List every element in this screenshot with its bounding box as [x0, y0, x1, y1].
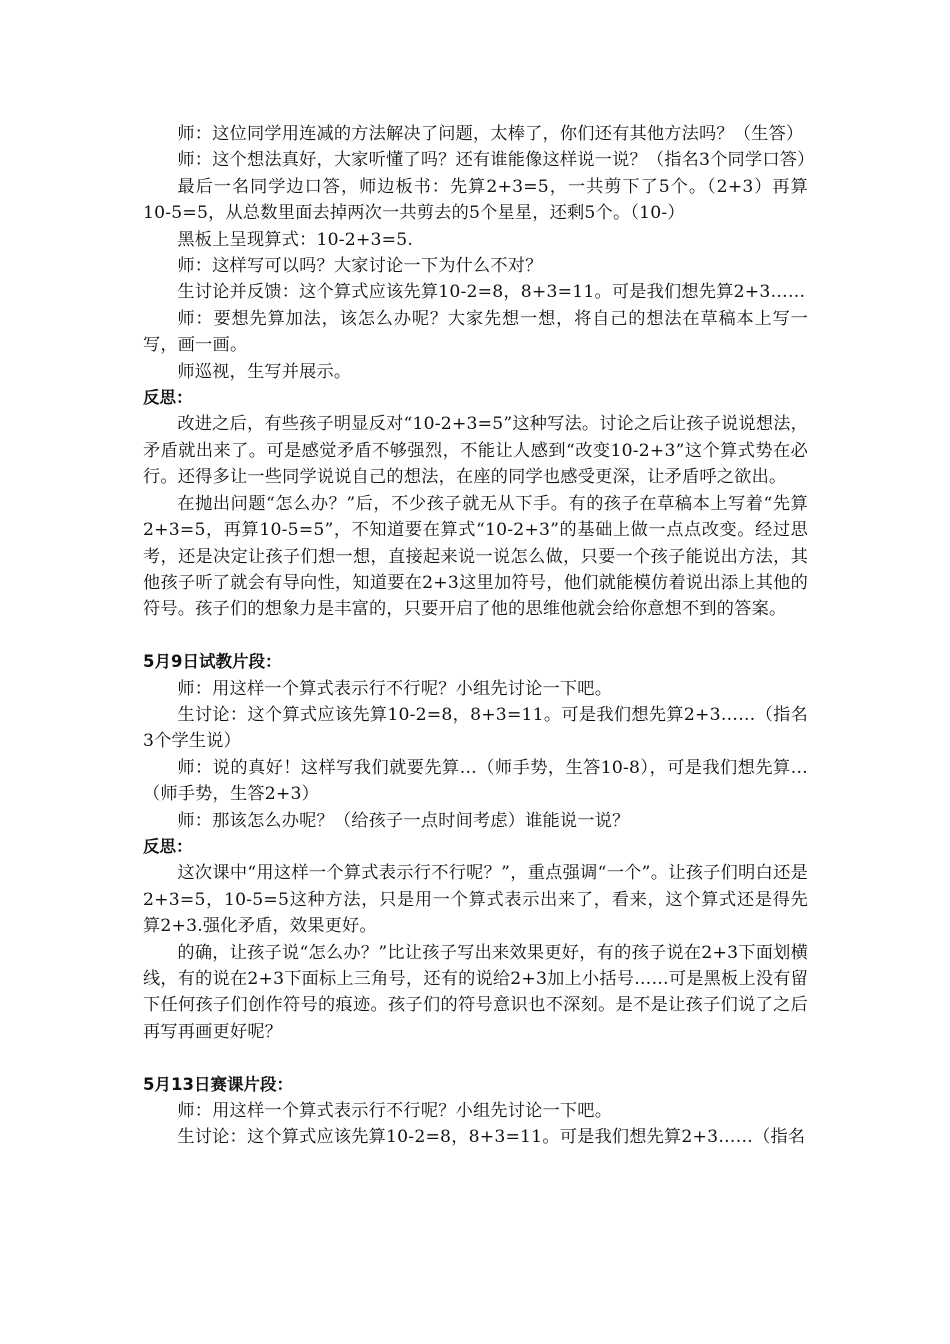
paragraph: 师：要想先算加法，该怎么办呢？大家先想一想，将自己的想法在草稿本上写一写，画一画。: [143, 308, 808, 356]
paragraph: 师：说的真好！这样写我们就要先算…（师手势，生答10-8），可是我们想先算…（师手势，生答2+3）: [143, 757, 808, 805]
section-heading: 5月13日赛课片段：: [143, 1074, 293, 1094]
spacer: [143, 623, 808, 649]
paragraph: 生讨论：这个算式应该先算10-2=8，8+3=11。可是我们想先算2+3……（指名: [177, 1127, 806, 1148]
section-heading: 5月9日试教片段：: [143, 652, 282, 672]
paragraph: 黑板上呈现算式：10-2+3=5.: [177, 229, 414, 250]
paragraph: 师：那该怎么办呢？（给孩子一点时间考虑）谁能说一说？: [177, 810, 630, 831]
paragraph: 生讨论：这个算式应该先算10-2=8，8+3=11。可是我们想先算2+3……（指名3个学生说）: [143, 704, 808, 752]
paragraph: 生讨论并反馈：这个算式应该先算10-2=8，8+3=11。可是我们想先算2+3……: [177, 282, 806, 303]
reflection-paragraph: 改进之后，有些孩子明显反对“10-2+3=5”这种写法。讨论之后让孩子说说想法，矛盾就出来了。可是感觉矛盾不够强烈，不能让人感到“改变10-2+3”这个算式势在必行。还得多让一些同学说说自己的想法，在座的同学也感受更深，让矛盾呼之欲出。: [143, 414, 808, 488]
reflection-heading: 反思：: [143, 388, 193, 408]
paragraph: 师：这个想法真好，大家听懂了吗？还有谁能像这样说一说？（指名3个同学口答）: [177, 150, 815, 171]
spacer: [143, 1045, 808, 1071]
reflection-paragraph: 在抛出问题“怎么办？”后，不少孩子就无从下手。有的孩子在草稿本上写着“先算2+3=5，再算10-5=5”，不知道要在算式“10-2+3”的基础上做一点点改变。经过思考，还是决定让孩子们想一想，直接起来说一说怎么做，只要一个孩子能说出方法，其他孩子听了就会有导向性，知道要在2+3这里加符号，他们就能模仿着说出添上其他的符号。孩子们的想象力是丰富的，只要开启了他的思维他就会给你意想不到的答案。: [143, 493, 808, 620]
paragraph: 师：这位同学用连减的方法解决了问题，太棒了，你们还有其他方法吗？（生答）: [177, 124, 804, 144]
paragraph: 师：用这样一个算式表示行不行呢？小组先讨论一下吧。: [177, 1101, 613, 1121]
paragraph: 师：这样写可以吗？大家讨论一下为什么不对？: [177, 256, 543, 277]
paragraph: 师巡视，生写并展示。: [177, 361, 352, 382]
paragraph: 最后一名同学边口答，师边板书：先算2+3=5，一共剪下了5个。（2+3）再算10-5=5，从总数里面去掉两次一共剪去的5个星星，还剩5个。（10-）: [143, 176, 808, 224]
reflection-paragraph: 这次课中“用这样一个算式表示行不行呢？”，重点强调“一个”。让孩子们明白还是2+3=5，10-5=5这种方法，只是用一个算式表示出来了，看来，这个算式还是得先算2+3.强化矛盾，效果更好。: [143, 863, 808, 937]
document-page: [143, 121, 815, 1151]
reflection-paragraph: 的确，让孩子说“怎么办？”比让孩子写出来效果更好，有的孩子说在2+3下面划横线，有的说在2+3下面标上三角号，还有的说给2+3加上小括号……可是黑板上没有留下任何孩子们创作符号的痕迹。孩子们的符号意识也不深刻。是不是让孩子们说了之后再写再画更好呢？: [143, 942, 808, 1042]
paragraph: 师：用这样一个算式表示行不行呢？小组先讨论一下吧。: [177, 678, 613, 699]
reflection-heading: 反思：: [143, 836, 193, 856]
